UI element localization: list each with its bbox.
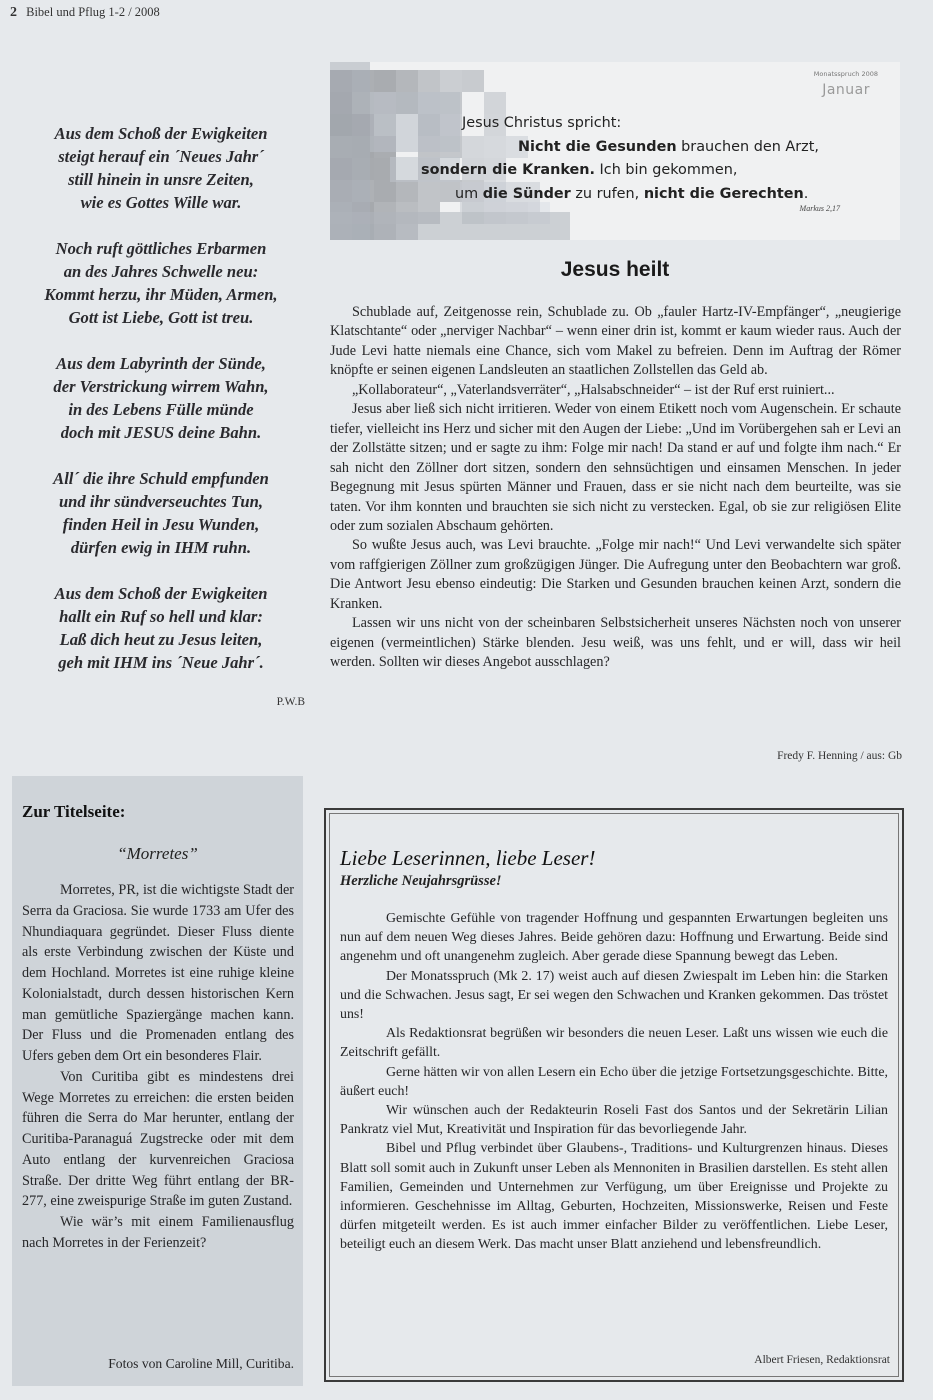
verse-line-3: sondern die Kranken. Ich bin gekommen, [421, 162, 738, 178]
poem-line: und ihr sündverseuchtes Tun, [58, 492, 264, 511]
monatsspruch-banner [330, 62, 900, 240]
bible-verse [390, 112, 850, 206]
poem-line: in des Lebens Fülle münde [68, 400, 254, 419]
poem-line: Gott ist Liebe, Gott ist treu. [68, 308, 254, 327]
poem-stanza [12, 582, 310, 674]
titelseite-paragraph: Wie wär’s mit einem Familienausflug nach Morretes in der Ferienzeit? [22, 1214, 294, 1251]
poem-line: steigt herauf ein ´Neues Jahr´ [58, 147, 264, 166]
article-paragraph: Lassen wir uns nicht von der scheinbaren Selbstsicherheit unseres Nächsten noch von unserer eigenen (vermeintlichen) Stärke blenden. Jesu weiß, was uns fehlt, und er will, dass wir heil werden. Sollten wir dieses Angebot ausschlagen? [330, 615, 901, 671]
titelseite-body [22, 880, 294, 1254]
poem-line: doch mit JESUS deine Bahn. [60, 423, 262, 442]
poem-stanza [12, 237, 310, 329]
verse-line-2: Nicht die Gesunden brauchen den Arzt, [518, 138, 819, 155]
publication-name: Bibel und Pflug [26, 5, 106, 19]
leser-title: Liebe Leserinnen, liebe Leser! [340, 846, 596, 870]
article-paragraph: So wußte Jesus auch, was Levi brauchte. „Folge mir nach!“ Und Levi verwandelte sich später vom raffgierigen Zöllner zum großzügigen Jünger. Die Aufregung unter den Beobachtern war groß. Die Antwort Jesu ebenso eindeutig: Die Starken und Gesunden brauchen keinen Arzt, sondern die Kranken. [330, 537, 901, 612]
poem-line: finden Heil in Jesu Wunden, [62, 515, 260, 534]
issue-number: 1-2 / 2008 [108, 5, 160, 19]
article-body [330, 303, 901, 673]
verse-reference: Markus 2,17 [799, 204, 840, 213]
poem-author: P.W.B [276, 696, 305, 708]
leser-body [340, 909, 888, 1255]
leser-paragraph: Wir wünschen auch der Redakteurin Roseli Fast dos Santos und der Sekretärin Lilian Pankratz viel Mut, Kreativität und Inspiration für das bevorliegende Jahr. [340, 1103, 888, 1138]
leser-paragraph: Gerne hätten wir von allen Lesern ein Echo über die jetzige Fortsetzungsgeschichte. Bitte, äußert euch! [340, 1064, 888, 1099]
article-paragraph: Jesus aber ließ sich nicht irritieren. Weder von einem Etikett noch vom Augenschein. Er schaute tiefer, vielleicht ins Herz und sicher mit den Augen der Liebe: „Und im Vorübergehen sah er Levi an der Zollstätte sitzen; und er sagte zu ihm: Folge mir nach! Da stand er auf und folgte ihm nach.“ Er sah nicht den Zöllner dort sitzen, sondern den sehnsüchtigen und einsamen Menschen. In jeder Begegnung mit Jesus spürten Männer und Frauen, dass er sie nicht nach dem beurteilte, was sie taten. Vor ihm konnten und brauchten sie sich nicht zu verstecken. Egal, ob sie zur religiösen Elite oder zum sozialen Abschaum gehörten. [330, 401, 901, 534]
new-year-poem [12, 122, 310, 697]
poem-line: All´ die ihre Schuld empfunden [53, 469, 269, 488]
leser-paragraph: Als Redaktionsrat begrüßen wir besonders die neuen Leser. Laßt uns wissen wie euch die Zeitschrift gefällt. [340, 1026, 888, 1061]
poem-line: an des Jahres Schwelle neu: [63, 262, 259, 281]
verse-line-1: Jesus Christus spricht: [462, 115, 622, 131]
leser-subtitle: Herzliche Neujahrsgrüsse! [340, 873, 502, 889]
poem-line: wie es Gottes Wille war. [80, 193, 242, 212]
titelseite-paragraph: Von Curitiba gibt es mindestens drei Wege Morretes zu erreichen: die ersten beiden führen die Serra do Mar herunter, entlang der Curitiba-Paranaguá Zugstrecke oder mit dem Auto entlang der kurvenreichen Graciosa Straße. Der dritte Weg führt entlang der BR-277, eine zweispurige Straße im guten Zustand. [22, 1068, 294, 1210]
poem-line: geh mit IHM ins ´Neue Jahr´. [58, 653, 264, 672]
titelseite-paragraph: Morretes, PR, ist die wichtigste Stadt der Serra da Graciosa. Sie wurde 1733 am Ufer des Nhundiaquara gegründet. Dieser Fluss diente als erste Verbindung zwischen der Küste und dem Hochland. Morretes ist eine ruhige kleine Kolonialstadt, durch dessen historischen Kern man gemütliche Spaziergänge machen kann. Der Fluss und die Promenaden entlang des Ufers geben dem Ort ein besonderes Flair. [22, 882, 294, 1064]
poem-stanza [12, 467, 310, 559]
leser-paragraph: Gemischte Gefühle von tragender Hoffnung und gespannten Erwartungen begleiten uns nun auf dem neuen Weg dieses Jahres. Beide gehören dazu: Hoffnung und Erwartung. Beide sind angenehm und oft unangenehm zugleich. Aber gerade diese Spannung bewegt das Leben. [340, 911, 888, 965]
article-paragraph: „Kollaborateur“, „Vaterlandsverräter“, „Halsabschneider“ – ist der Ruf erst ruiniert... [352, 381, 835, 398]
poem-stanza [12, 122, 310, 214]
article-author: Fredy F. Henning / aus: Gb [777, 750, 902, 762]
monatsspruch-month: Januar [822, 82, 870, 98]
page-number: 2 [10, 5, 17, 20]
verse-line-4: um die Sünder zu rufen, nicht die Gerechten. [455, 185, 809, 202]
poem-line: Noch ruft göttliches Erbarmen [55, 239, 267, 258]
leser-paragraph: Der Monatsspruch (Mk 2. 17) weist auch auf diesen Zwiespalt im Leben hin: die Starken und die Schwachen. Jesus sagt, Er sei wegen den Schwachen und Kranken gekommen. Das tröstet uns! [340, 968, 888, 1023]
leser-paragraph: Bibel und Pflug verbindet über Glaubens-, Traditions- und Kulturgrenzen hinaus. Dieses Blatt soll somit auch in Zukunft unser Leben als Mennoniten in Brasilien darstellen. Es steht allen Familien, Gemeinden und Unternehmen zur Verfügung, um über Ereignisse und Projekte zu informieren. Geschehnisse im Alltag, Geburten, Hochzeiten, Missionswerke, Reisen und Feste dürfen mitgeteilt werden. Es ist auch immer einfacher Bilder zu veröffentlichen. Liebe Leser, beteiligt euch an diesem Werk. Das macht unser Blatt anziehend und lebensfreundlich. [340, 1141, 888, 1253]
titelseite-subtitle: “Morretes” [117, 844, 198, 863]
poem-stanza [12, 352, 310, 444]
poem-line: Aus dem Schoß der Ewigkeiten [54, 584, 268, 603]
poem-line: Laß dich heut zu Jesus leiten, [59, 630, 263, 649]
poem-line: Aus dem Labyrinth der Sünde, [56, 354, 266, 373]
article-paragraph: Schublade auf, Zeitgenosse rein, Schublade zu. Ob „fauler Hartz-IV-Empfänger“, „neugierige Klatschtante“ oder „nerviger Nachbar“ – wenn einer drin ist, kommt er kaum wieder raus. Auch der Jude Levi hatte niemals eine Chance, sich vom Makel zu befreien. Denn im Auftrag der Römer knöpfte er seinen eigenen Landsleuten an staatlichen Zollstellen das Geld ab. [330, 304, 901, 379]
poem-line: Kommt herzu, ihr Müden, Armen, [44, 285, 278, 304]
leser-box [324, 808, 904, 1382]
leser-author: Albert Friesen, Redaktionsrat [754, 1354, 890, 1366]
photo-credit: Fotos von Caroline Mill, Curitiba. [108, 1356, 294, 1371]
poem-line: Aus dem Schoß der Ewigkeiten [54, 124, 268, 143]
page-header [10, 5, 160, 21]
poem-line: dürfen ewig in IHM ruhn. [70, 538, 252, 557]
titelseite-title: Zur Titelseite: [22, 802, 126, 821]
poem-line: still hinein in unsre Zeiten, [68, 170, 254, 189]
monatsspruch-label: Monatsspruch 2008 [813, 70, 878, 78]
titelseite-box [12, 776, 303, 1386]
article-title: Jesus heilt [560, 258, 670, 281]
poem-line: der Verstrickung wirrem Wahn, [53, 377, 269, 396]
poem-line: hallt ein Ruf so hell und klar: [59, 607, 263, 626]
